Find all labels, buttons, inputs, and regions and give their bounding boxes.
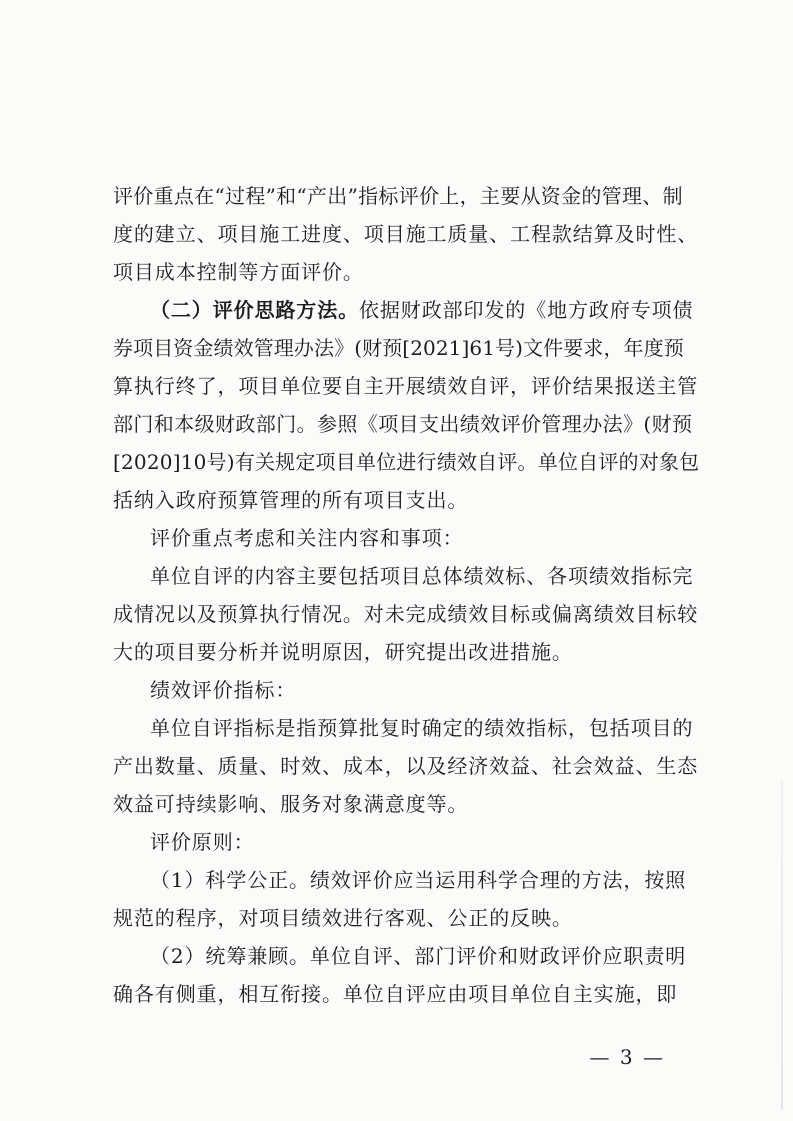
- body-text-line: [2020]10号)有关规定项目单位进行绩效自评。单位自评的对象包: [113, 450, 700, 474]
- body-text-line: 部门和本级财政部门。参照《项目支出绩效评价管理办法》(财预: [113, 412, 693, 436]
- body-text-line: 评价重点考虑和关注内容和事项：: [150, 526, 464, 550]
- section-paragraph: [150, 298, 693, 322]
- body-text-run: 依据财政部印发的《地方政府专项债: [359, 298, 694, 322]
- body-text-line: 括纳入政府预算管理的所有项目支出。: [113, 488, 469, 512]
- body-text-line: 算执行终了，项目单位要自主开展绩效自评，评价结果报送主管: [113, 374, 699, 398]
- body-text-line: 绩效评价指标：: [150, 678, 297, 702]
- page-number: — 3 —: [589, 1045, 665, 1069]
- body-text-line: （2）统筹兼顾。单位自评、部门评价和财政评价应职责明: [150, 944, 687, 968]
- body-text-line: 评价重点在“过程”和“产出”指标评价上，主要从资金的管理、制: [113, 184, 683, 208]
- body-text-line: 度的建立、项目施工进度、项目施工质量、工程款结算及时性、: [113, 222, 699, 246]
- body-text-line: 单位自评指标是指预算批复时确定的绩效指标，包括项目的: [150, 716, 694, 740]
- scan-edge-mark: [781, 780, 783, 1110]
- body-text-line: 成情况以及预算执行情况。对未完成绩效目标或偏离绩效目标较: [113, 602, 699, 626]
- body-text-line: 评价原则：: [150, 830, 255, 854]
- body-text-line: （1）科学公正。绩效评价应当运用科学合理的方法，按照: [150, 868, 687, 892]
- body-text-line: 产出数量、质量、时效、成本，以及经济效益、社会效益、生态: [113, 754, 699, 778]
- body-text-line: 效益可持续影响、服务对象满意度等。: [113, 792, 469, 816]
- body-text-line: 规范的程序，对项目绩效进行客观、公正的反映。: [113, 906, 573, 930]
- section-heading: （二）评价思路方法。: [150, 298, 359, 322]
- body-text-line: 券项目资金绩效管理办法》(财预[2021]61号)文件要求，年度预: [113, 336, 684, 360]
- body-text-line: 确各有侧重，相互衔接。单位自评应由项目单位自主实施，即: [113, 982, 678, 1006]
- body-text-line: 单位自评的内容主要包括项目总体绩效标、各项绩效指标完: [150, 564, 694, 588]
- body-text-line: 项目成本控制等方面评价。: [113, 260, 364, 284]
- body-text-line: 大的项目要分析并说明原因，研究提出改进措施。: [113, 640, 573, 664]
